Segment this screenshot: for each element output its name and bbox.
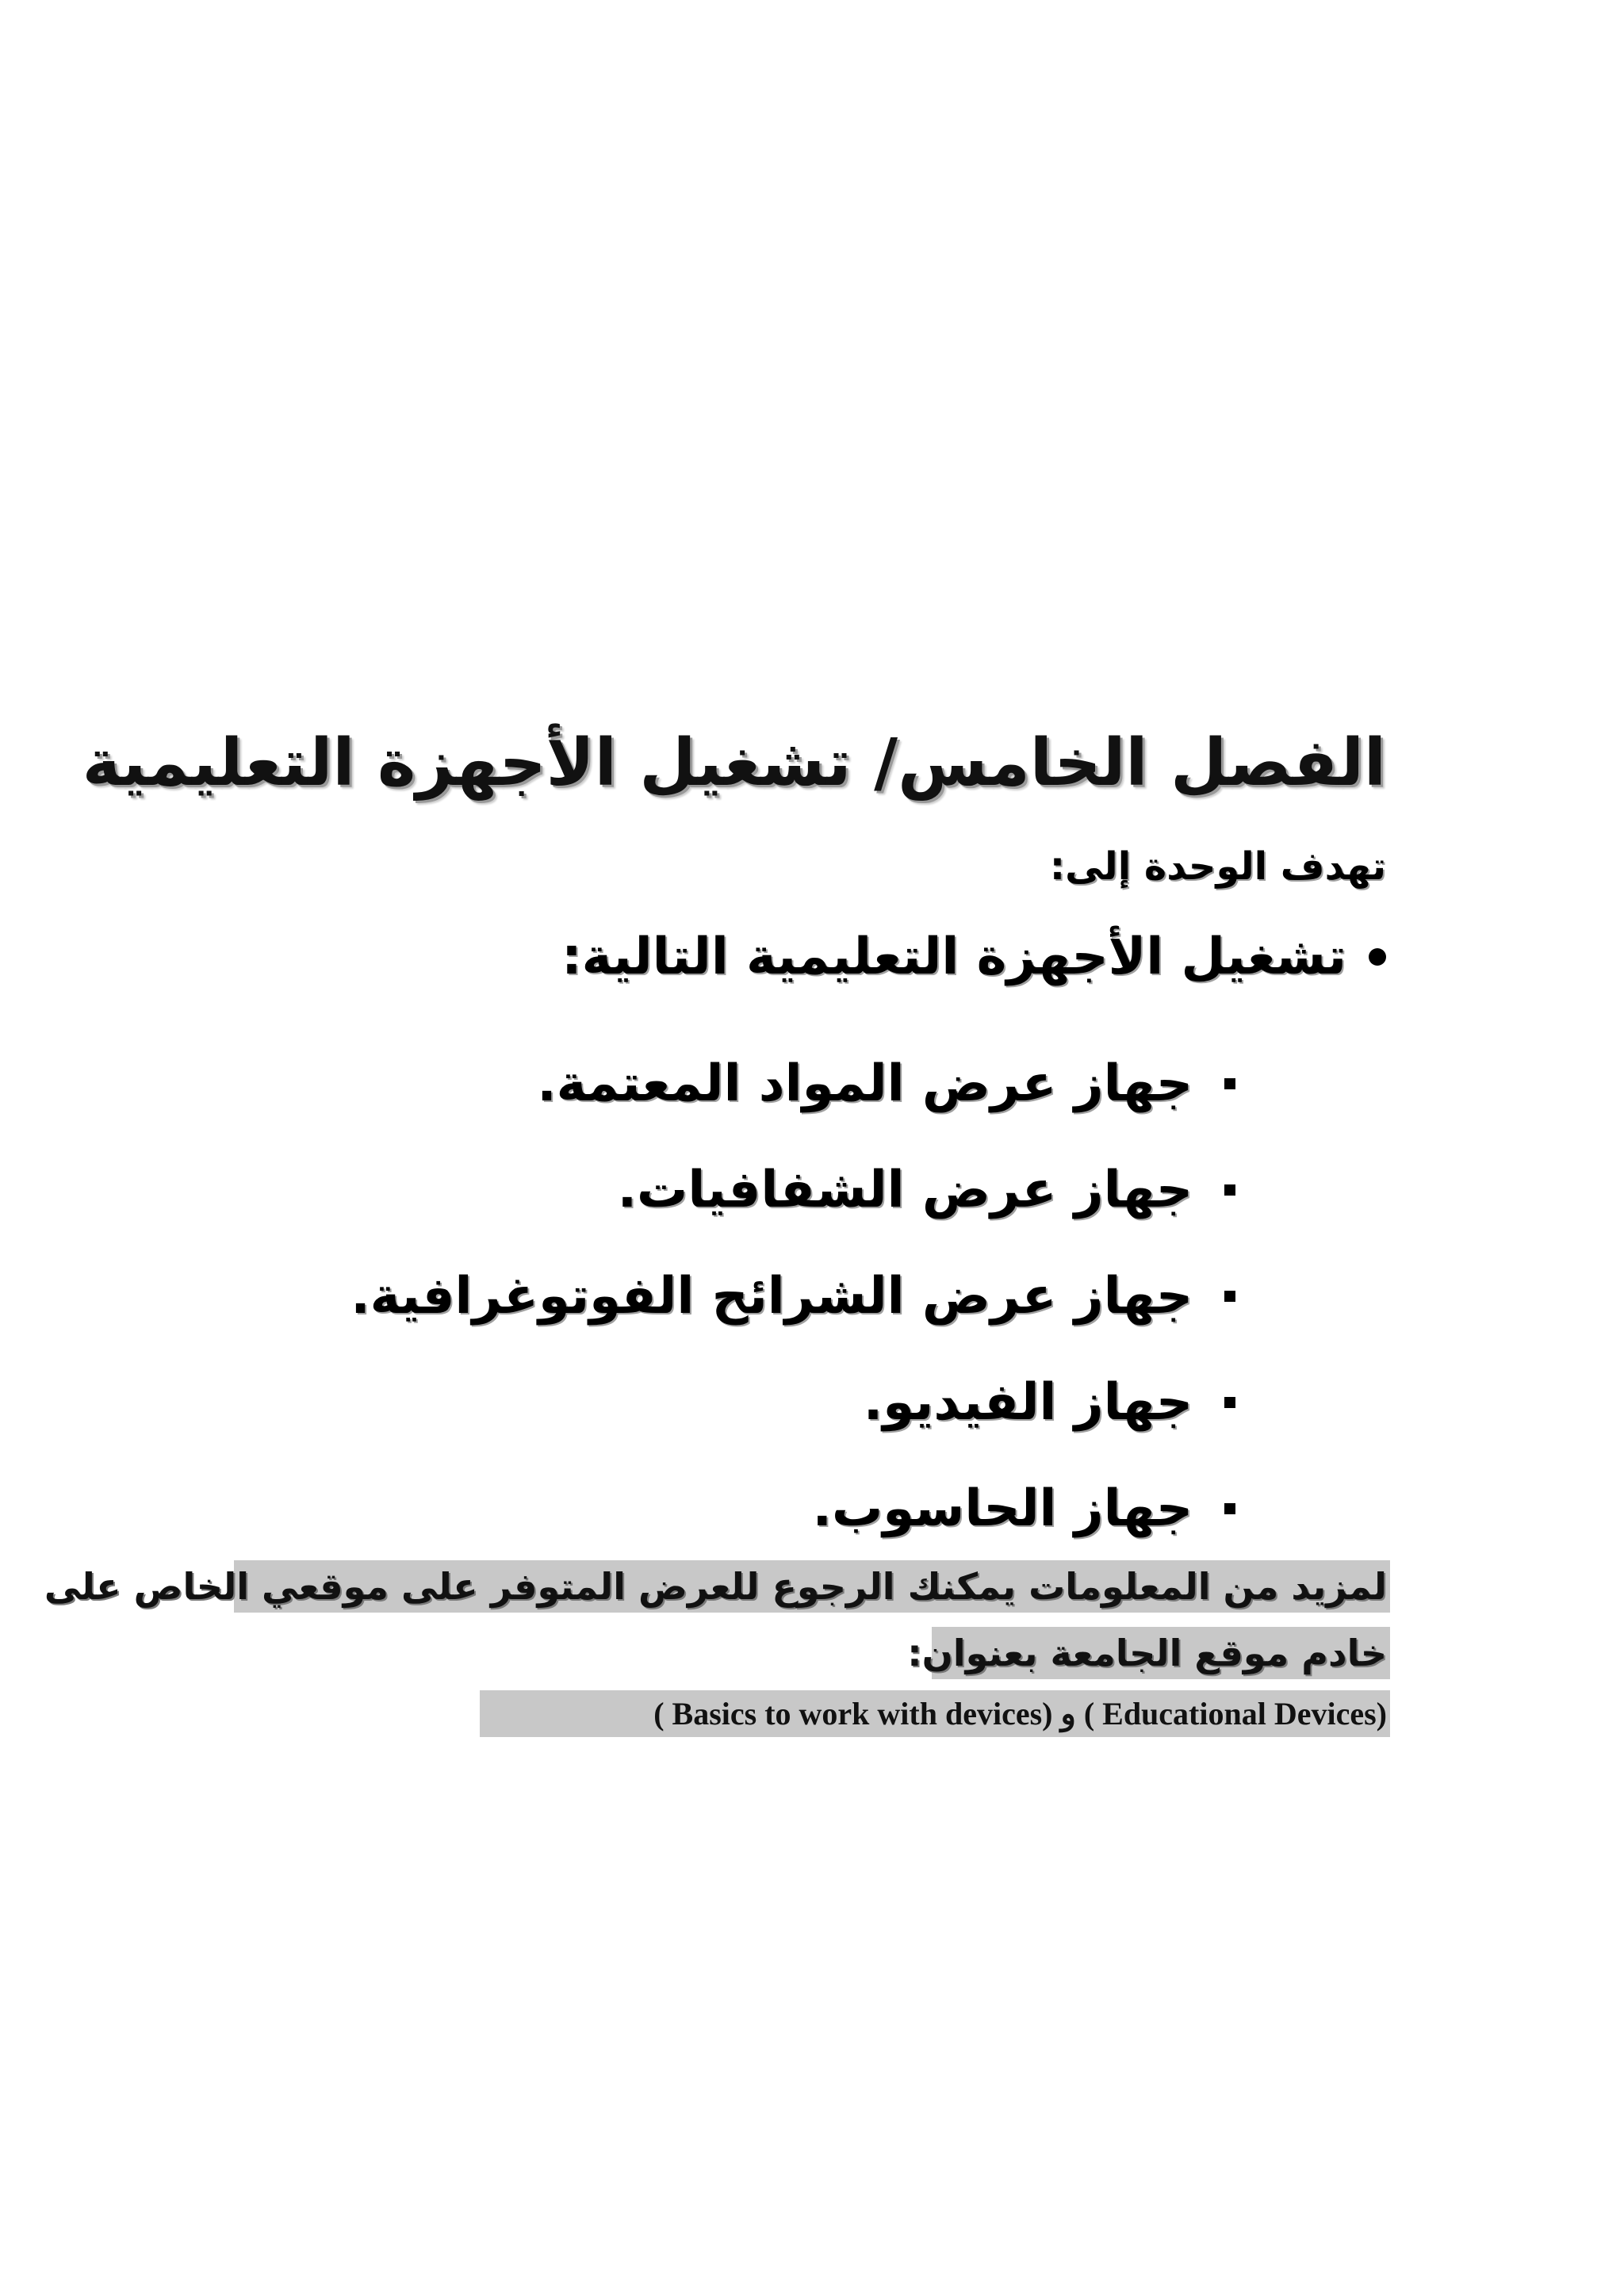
note-line-1: لمزيد من المعلومات يمكنك الرجوع للعرض المتوفر على موقعي الخاص على — [234, 1560, 1390, 1613]
square-bullet-icon — [1224, 1184, 1235, 1196]
square-bullet-icon — [1224, 1503, 1235, 1514]
device-label: جهاز عرض المواد المعتمة. — [537, 1054, 1193, 1113]
square-bullet-icon — [1224, 1078, 1235, 1089]
chapter-title: الفصل الخامس/ تشغيل الأجهزة التعليمية — [82, 725, 1386, 801]
device-label: جهاز الفيديو. — [863, 1373, 1193, 1432]
bullet-dot-icon — [1369, 948, 1386, 966]
main-objective — [561, 928, 1386, 986]
list-item — [350, 1031, 1235, 1137]
list-item — [350, 1243, 1235, 1349]
link-educational-devices[interactable]: ( Educational Devices) — [1083, 1696, 1387, 1732]
list-item — [350, 1137, 1235, 1243]
square-bullet-icon — [1224, 1397, 1235, 1408]
link-basics-devices[interactable]: ( Basics to work with devices) — [653, 1696, 1053, 1732]
list-item — [350, 1456, 1235, 1562]
square-bullet-icon — [1224, 1291, 1235, 1302]
list-item — [350, 1349, 1235, 1456]
conjunction-text: و — [1052, 1696, 1084, 1732]
device-list — [350, 1031, 1235, 1562]
note-links — [480, 1690, 1390, 1737]
device-label: جهاز عرض الشرائح الفوتوغرافية. — [350, 1267, 1193, 1326]
note-line-2: خادم موقع الجامعة بعنوان: — [932, 1627, 1390, 1679]
unit-aims-intro: تهدف الوحدة إلى: — [1049, 844, 1386, 889]
device-label: جهاز عرض الشفافيات. — [617, 1161, 1193, 1219]
device-label: جهاز الحاسوب. — [812, 1479, 1193, 1538]
main-objective-text: تشغيل الأجهزة التعليمية التالية: — [561, 928, 1346, 986]
